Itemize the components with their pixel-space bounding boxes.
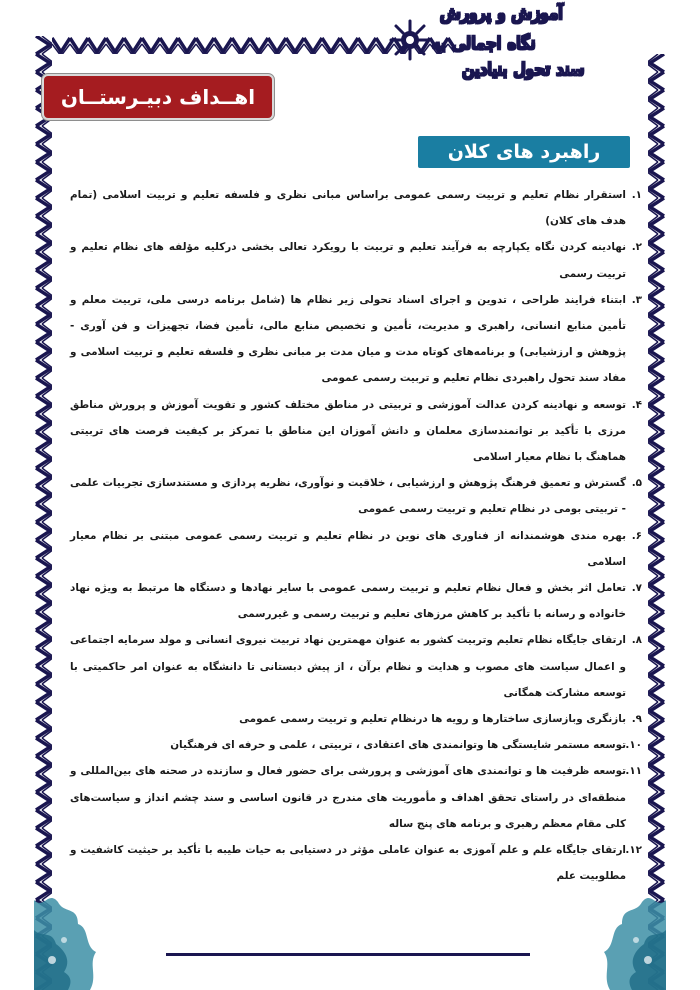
goal-item	[70, 732, 642, 758]
goal-item	[70, 758, 642, 837]
logo-line-3: سند تحول بنیادین	[462, 60, 585, 80]
goal-number: ٣.	[631, 293, 642, 306]
goal-item	[70, 182, 642, 234]
goal-item	[70, 627, 642, 706]
goal-text: توسعه ظرفیت ها و توانمندی های آموزشی و پرورشی برای حضور فعال و سازنده در صحنه های بین‌المللی و منطقه‌ای در راستای تحقق اهداف و مأموریت های مندرج در قانون اساسی و سند چشم انداز و سیاست‌های کلی مقام معظم رهبری و برنامه های پنج ساله	[70, 765, 626, 830]
left-border-ornament	[34, 36, 52, 990]
goal-number: ٧.	[631, 582, 642, 595]
goal-text: ارتقای جایگاه علم و علم آموزی به عنوان عاملی مؤثر در دستیابی به حیات طیبه با تأکید بر حیثیت کاشفیت و مطلوبیت علم	[70, 844, 626, 883]
goal-number: ۴.	[631, 398, 642, 411]
goal-number: ١١.	[625, 765, 642, 778]
section-heading: راهبرد های کلان	[447, 141, 601, 163]
goal-text: توسعه و نهادینه کردن عدالت آموزشی و تربیتی در مناطق مختلف کشور و تقویت آموزش و پرورش مناطق مرزی با تأکید بر توانمندسازی معلمان و دانش آموزان این مناطق با تمرکز بر کیفیت فرصت های تربیتی هماهنگ با نظام معیار اسلامی	[70, 398, 626, 464]
goal-text: استقرار نظام تعلیم و تربیت رسمی عمومی براساس مبانی نظری و فلسفه تعلیم و تربیت اسلامی (تمام هدف های کلان)	[70, 189, 626, 228]
goal-number: ٩.	[631, 713, 642, 726]
goal-text: ارتقای جایگاه نظام تعلیم وتربیت کشور به عنوان مهمترین نهاد تربیت نیروی انسانی و مولد سرمایه اجتماعی و اعمال سیاست های مصوب و هدایت و نظام برآن ، از پیش دبستانی تا دانشگاه به عنوان امر حاکمیتی با توسعه مشارکت همگانی	[70, 634, 626, 699]
goal-text: بازنگری وبازسازی ساختارها و رویه ها درنظام تعلیم و تربیت رسمی عمومی	[239, 713, 626, 726]
goals-list	[70, 182, 642, 889]
right-border-ornament	[648, 54, 666, 990]
goal-number: ٨.	[631, 634, 642, 647]
goal-item	[70, 287, 642, 392]
goal-number: ۶.	[631, 529, 642, 542]
section-heading-box	[418, 136, 630, 168]
goal-item	[70, 234, 642, 286]
goal-number: ۵.	[631, 477, 642, 490]
logo-line-2: نگاه اجمالی به	[432, 34, 536, 54]
goal-text: توسعه مستمر شایستگی ها وتوانمندی های اعتقادی ، تربیتی ، علمی و حرفه ای فرهنگیان	[170, 739, 626, 752]
goal-item	[70, 837, 642, 889]
goal-text: نهادینه کردن نگاه یکپارچه به فرآیند تعلیم و تربیت با رویکرد تعالی بخشی درکلیه مؤلفه های نظام تعلیم و تربیت رسمی	[70, 241, 626, 280]
goal-item	[70, 470, 642, 522]
page-title-ribbon	[44, 76, 272, 118]
goal-text: گسترش و تعمیق فرهنگ پژوهش و ارزشیابی ، خلاقیت و نوآوری، نظریه پردازی و مستندسازی تجربیات علمی - تربیتی بومی در نظام تعلیم و تربیت رسمی عمومی	[70, 477, 626, 516]
goal-text: تعامل اثر بخش و فعال نظام تعلیم و تربیت رسمی عمومی با سایر نهادها و دستگاه ها مرتبط به ویژه نهاد خانواده و رسانه با تأکید بر کاهش مرزهای تعلیم و تربیت رسمی و غیررسمی	[70, 582, 626, 621]
goal-text: بهره مندی هوشمندانه از فناوری های نوین در نظام تعلیم و تربیت رسمی عمومی مبتنی بر نظام معیار اسلامی	[70, 529, 626, 568]
goal-item	[70, 523, 642, 575]
goal-number: ١.	[631, 189, 642, 201]
goal-item	[70, 575, 642, 627]
corner-ornament-left-icon	[34, 880, 98, 990]
goal-number: ١٢.	[625, 844, 642, 857]
iran-emblem-icon	[388, 18, 432, 62]
goal-number: ٢.	[631, 241, 642, 254]
goal-text: ابتناء فرایند طراحی ، تدوین و اجرای اسناد تحولی زیر نظام ها (شامل برنامه درسی ملی، تربیت معلم و تأمین منابع انسانی، راهبری و مدیریت، تأمین و تخصیص منابع مالی، تأمین فضا، تجهیزات و فن آوری - پژوهش و ارزشیابی) و برنامه‌های کوتاه مدت و میان مدت بر مبانی نظری و فلسفه تعلیم و تربیت اسلامی و مفاد سند تحول راهبردی نظام تعلیم و تربیت رسمی عمومی	[70, 293, 626, 385]
page-title: اهــداف دبیـرستــان	[60, 85, 256, 109]
goal-item	[70, 392, 642, 471]
corner-ornament-right-icon	[602, 880, 666, 990]
goal-number: ١٠.	[625, 739, 642, 752]
logo-line-1: آموزش و پرورش	[440, 4, 563, 24]
goal-item	[70, 706, 642, 732]
bottom-divider	[166, 953, 530, 956]
